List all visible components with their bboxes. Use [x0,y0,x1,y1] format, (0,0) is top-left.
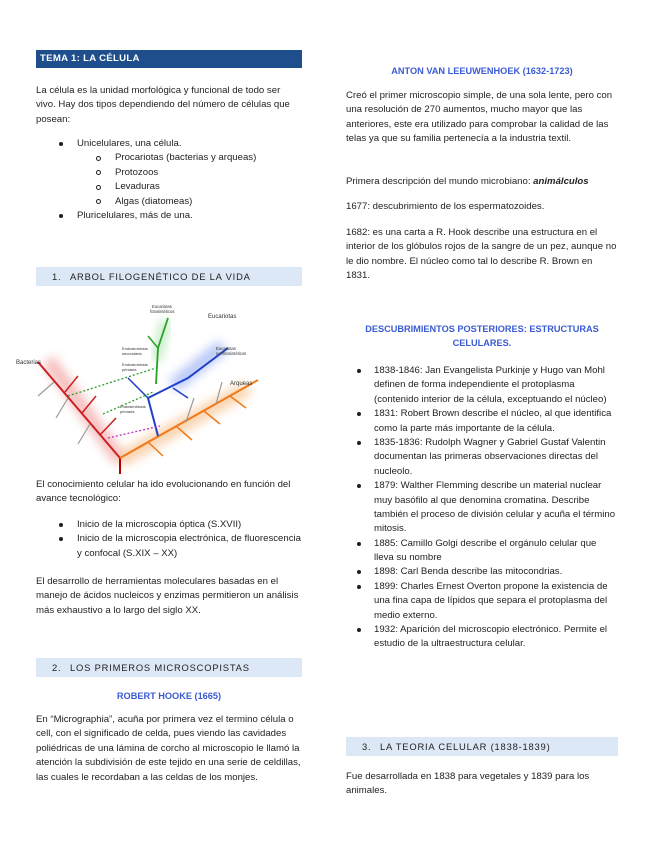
leeuwenhoek-p1: Creó el primer microscopio simple, de una sola lente, pero con una resolución de 270 aumentos, mucho mayor que las anteriores, este era utilizado para comprobar la calidad de las telas ya que su familia pertenecía a la industria textil. [346,90,613,145]
discoveries-list [346,364,618,652]
tools-paragraph: El desarrollo de herramientas moleculares basadas en el manejo de ácidos nucleicos y enzimas permitieron un análisis más exhaustivo a lo largo del siglo XX. [36,576,299,616]
label-arqueas: Arqueas [230,381,253,387]
list-item: Procariotas (bacterias y arqueas) [36,151,302,165]
label-endo-sec-2: secundaria [122,351,142,356]
list-item: 1932: Aparición del microscopio electrónico. Permite el estudio de la ultraestructura celular. [346,623,618,652]
label-eucariotas: Eucariotas [208,314,237,320]
archaea-glow [120,388,248,460]
list-item: 1885: Camillo Golgi describe el orgánulo celular que lleva su nombre [346,537,618,566]
section-heading-2 [36,658,302,677]
text: Primera descripción del mundo microbiano: [346,176,534,187]
theory-paragraph: Fue desarrollada en 1838 para vegetales y 1839 para los animales. [346,771,590,797]
list-item: 1879: Walther Flemming describe un material nuclear muy basófilo al que denomina cromatina. Describe también el proceso de división celular y acuña el término mitosis. [346,479,618,537]
label-endo-prim1-1: Endosimbiosis [122,362,148,367]
list-item: 1835-1836: Rudolph Wagner y Gabriel Gustaf Valentin documentan las primeras observaciones directas del nucleolo. [346,436,618,479]
section-title: LA TEORIA CELULAR (1838-1839) [380,741,551,752]
leeuwenhoek-p3: 1677: descubrimiento de los espermatozoides. [346,201,545,212]
label-endo-prim2-1: Endosimbiosis [120,404,146,409]
section-title: ARBOL FILOGENÉTICO DE LA VIDA [70,271,251,282]
label-euc-nofoto-1: Eucariotas [216,346,236,351]
label-euc-nofoto-2: no fotosintéticos [216,351,247,356]
hooke-heading: ROBERT HOOKE (1665) [116,691,222,701]
list-item: 1898: Carl Benda describe las mitocondrias. [346,565,618,579]
list-item: Levaduras [36,180,302,194]
intro-paragraph: La célula es la unidad morfológica y funcional de todo ser vivo. Hay dos tipos dependiendo del número de células que posean: [36,85,290,125]
leeuwenhoek-heading: ANTON VAN LEEUWENHOEK (1632-1723) [391,66,573,76]
leeuwenhoek-p2 [346,175,618,189]
list-item: Pluricelulares, más de una. [36,209,302,223]
label-endo-prim1-2: primaria [122,367,137,372]
list-item: 1899: Charles Ernest Overton propone la existencia de una fina capa de lípidos que separa el protoplasma del medio externo. [346,580,618,623]
eukaryote-subbranch [173,388,188,398]
cell-types-list [36,137,302,223]
list-item: Inicio de la microscopia óptica (S.XVII) [36,518,302,532]
section-number: 1. [52,271,62,282]
hooke-paragraph: En “Micrographia”, acuña por primera vez el termino célula o cell, con el significado de celda, pues viendo las cavidades poliédricas de una lámina de corcho al microscopio le llamó la atención la subdivisión de este tejido en una serie de celdillas, las cuales le recordaban a las celdas de los monjes. [36,714,301,783]
list-item: Algas (diatomeas) [36,195,302,209]
list-item: Protozoos [36,166,302,180]
chapter-title: TEMA 1: LA CÉLULA [36,50,302,68]
list-item: Unicelulares, una célula. [36,137,302,151]
section-heading-3 [346,737,618,756]
section-number: 3. [362,741,372,752]
phylogenetic-tree-figure [8,298,268,474]
list-item: Inicio de la microscopia electrónica, de fluorescencia y confocal (S.XIX – XX) [36,532,302,561]
later-discoveries-heading: DESCUBRIMIENTOS POSTERIORES: ESTRUCTURAS CELULARES. [365,324,599,348]
bacteria-branch [38,362,120,458]
label-endo-prim2-2: primaria [120,409,135,414]
list-item: 1838-1846: Jan Evangelista Purkinje y Hugo van Mohl definen de forma independiente el protoplasma (contenido interior de la célula, exceptuando el núcleo) [346,364,618,407]
tech-list [36,518,302,561]
eukaryote-subbranch [128,378,148,398]
label-bacterias: Bacterias [16,360,42,366]
label-euc-foto-2: fotosintéticos [150,309,175,314]
emphasis-animalculos: animálculos [533,176,589,187]
label-endo-sec-1: Endosimbiosis [122,346,148,351]
leeuwenhoek-p4: 1682: es una carta a R. Hook describe una estructura en el interior de los glóbulos rojos de la sangre de un pez, aunque no le dio nombre. El núcleo como tal lo describe R. Brown en 1831. [346,227,617,282]
tech-intro-paragraph: El conocimiento celular ha ido evolucionando en función del avance tecnológico: [36,479,291,505]
section-number: 2. [52,662,62,673]
section-heading-1 [36,267,302,286]
label-euc-foto-1: Eucariotas [152,304,172,309]
section-title: LOS PRIMEROS MICROSCOPISTAS [70,662,250,673]
list-item: 1831: Robert Brown describe el núcleo, al que identifica como la parte más importante de la célula. [346,407,618,436]
